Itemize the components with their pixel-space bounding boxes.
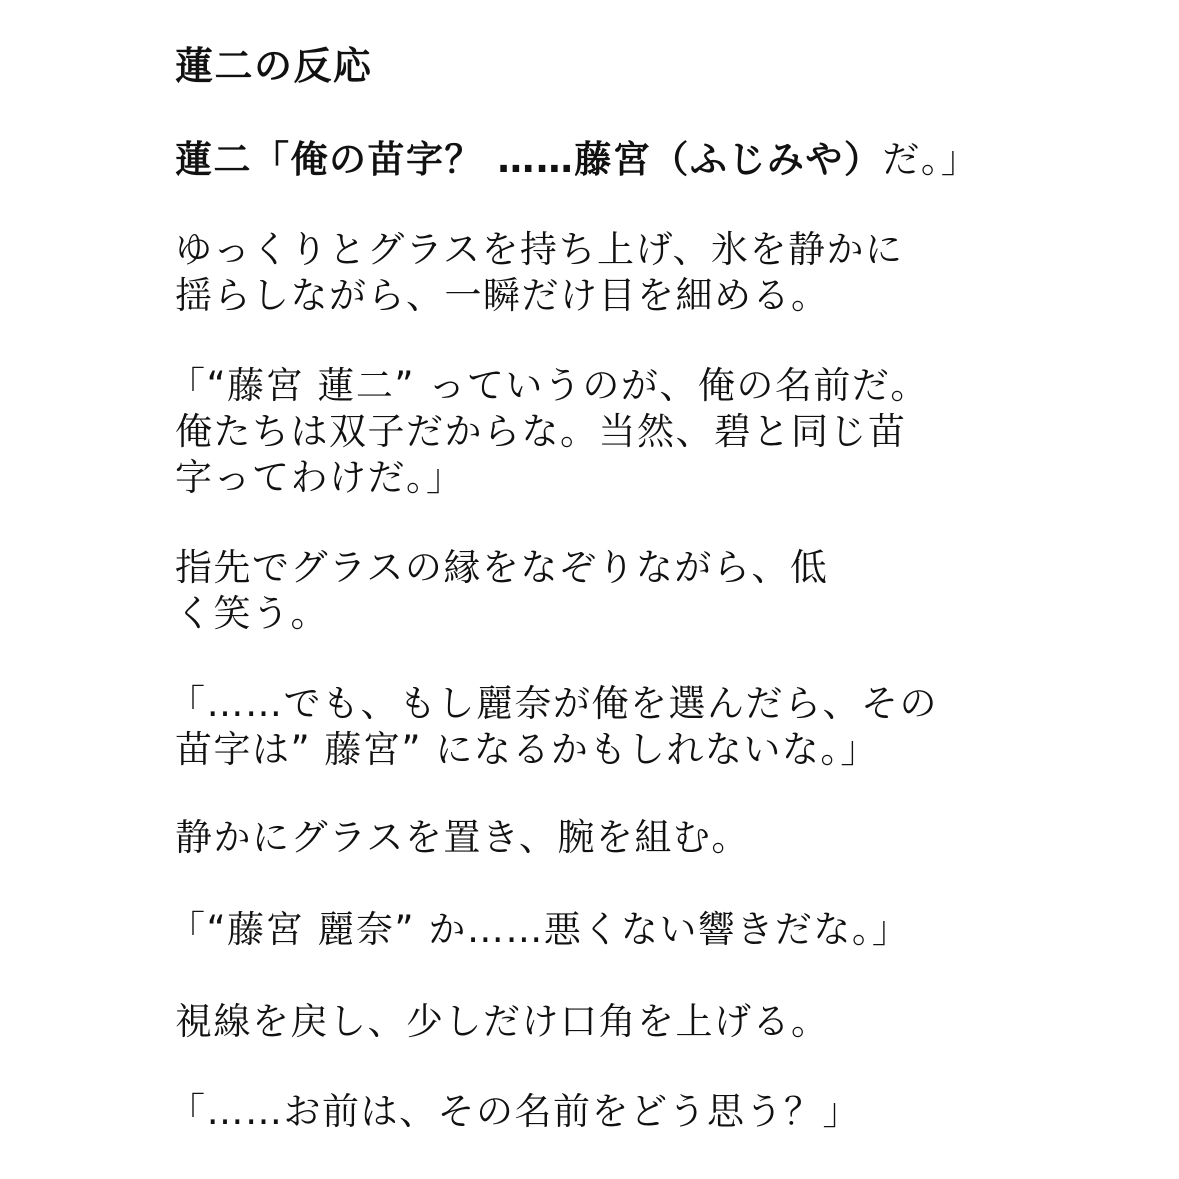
dialogue-line-ren-bold: 蓮二「俺の苗字？ ……藤宮（ふじみや） [175, 138, 883, 181]
paragraph-line: く笑う。 [175, 592, 329, 635]
paragraph-line: 「……でも、もし麗奈が俺を選んだら、その [168, 682, 938, 725]
paragraph-line: 字ってわけだ。」 [175, 456, 465, 499]
paragraph-line: 俺たちは双子だからな。当然、碧と同じ苗 [175, 410, 907, 453]
paragraph-line: 「“藤宮 麗奈” か……悪くない響きだな。」 [168, 908, 911, 951]
paragraph-line: 「……お前は、その名前をどう思う？」 [168, 1090, 861, 1133]
paragraph-line: ゆっくりとグラスを持ち上げ、氷を静かに [175, 228, 904, 271]
paragraph-line: 視線を戻し、少しだけ口角を上げる。 [175, 1000, 830, 1043]
paragraph-line: 苗字は” 藤宮” になるかもしれないな。」 [175, 728, 879, 771]
paragraph-line: 静かにグラスを置き、腕を組む。 [175, 816, 750, 859]
page-title: 蓮二の反応 [175, 44, 373, 88]
dialogue-line-ren [175, 138, 979, 182]
dialogue-line-ren-rest: だ。」 [882, 138, 980, 181]
paragraph-line: 指先でグラスの縁をなぞりながら、低 [175, 546, 829, 589]
paragraph-line: 「“藤宮 蓮二” っていうのが、俺の名前だ。 [168, 364, 929, 407]
paragraph-line: 揺らしながら、一瞬だけ目を細める。 [175, 274, 830, 317]
